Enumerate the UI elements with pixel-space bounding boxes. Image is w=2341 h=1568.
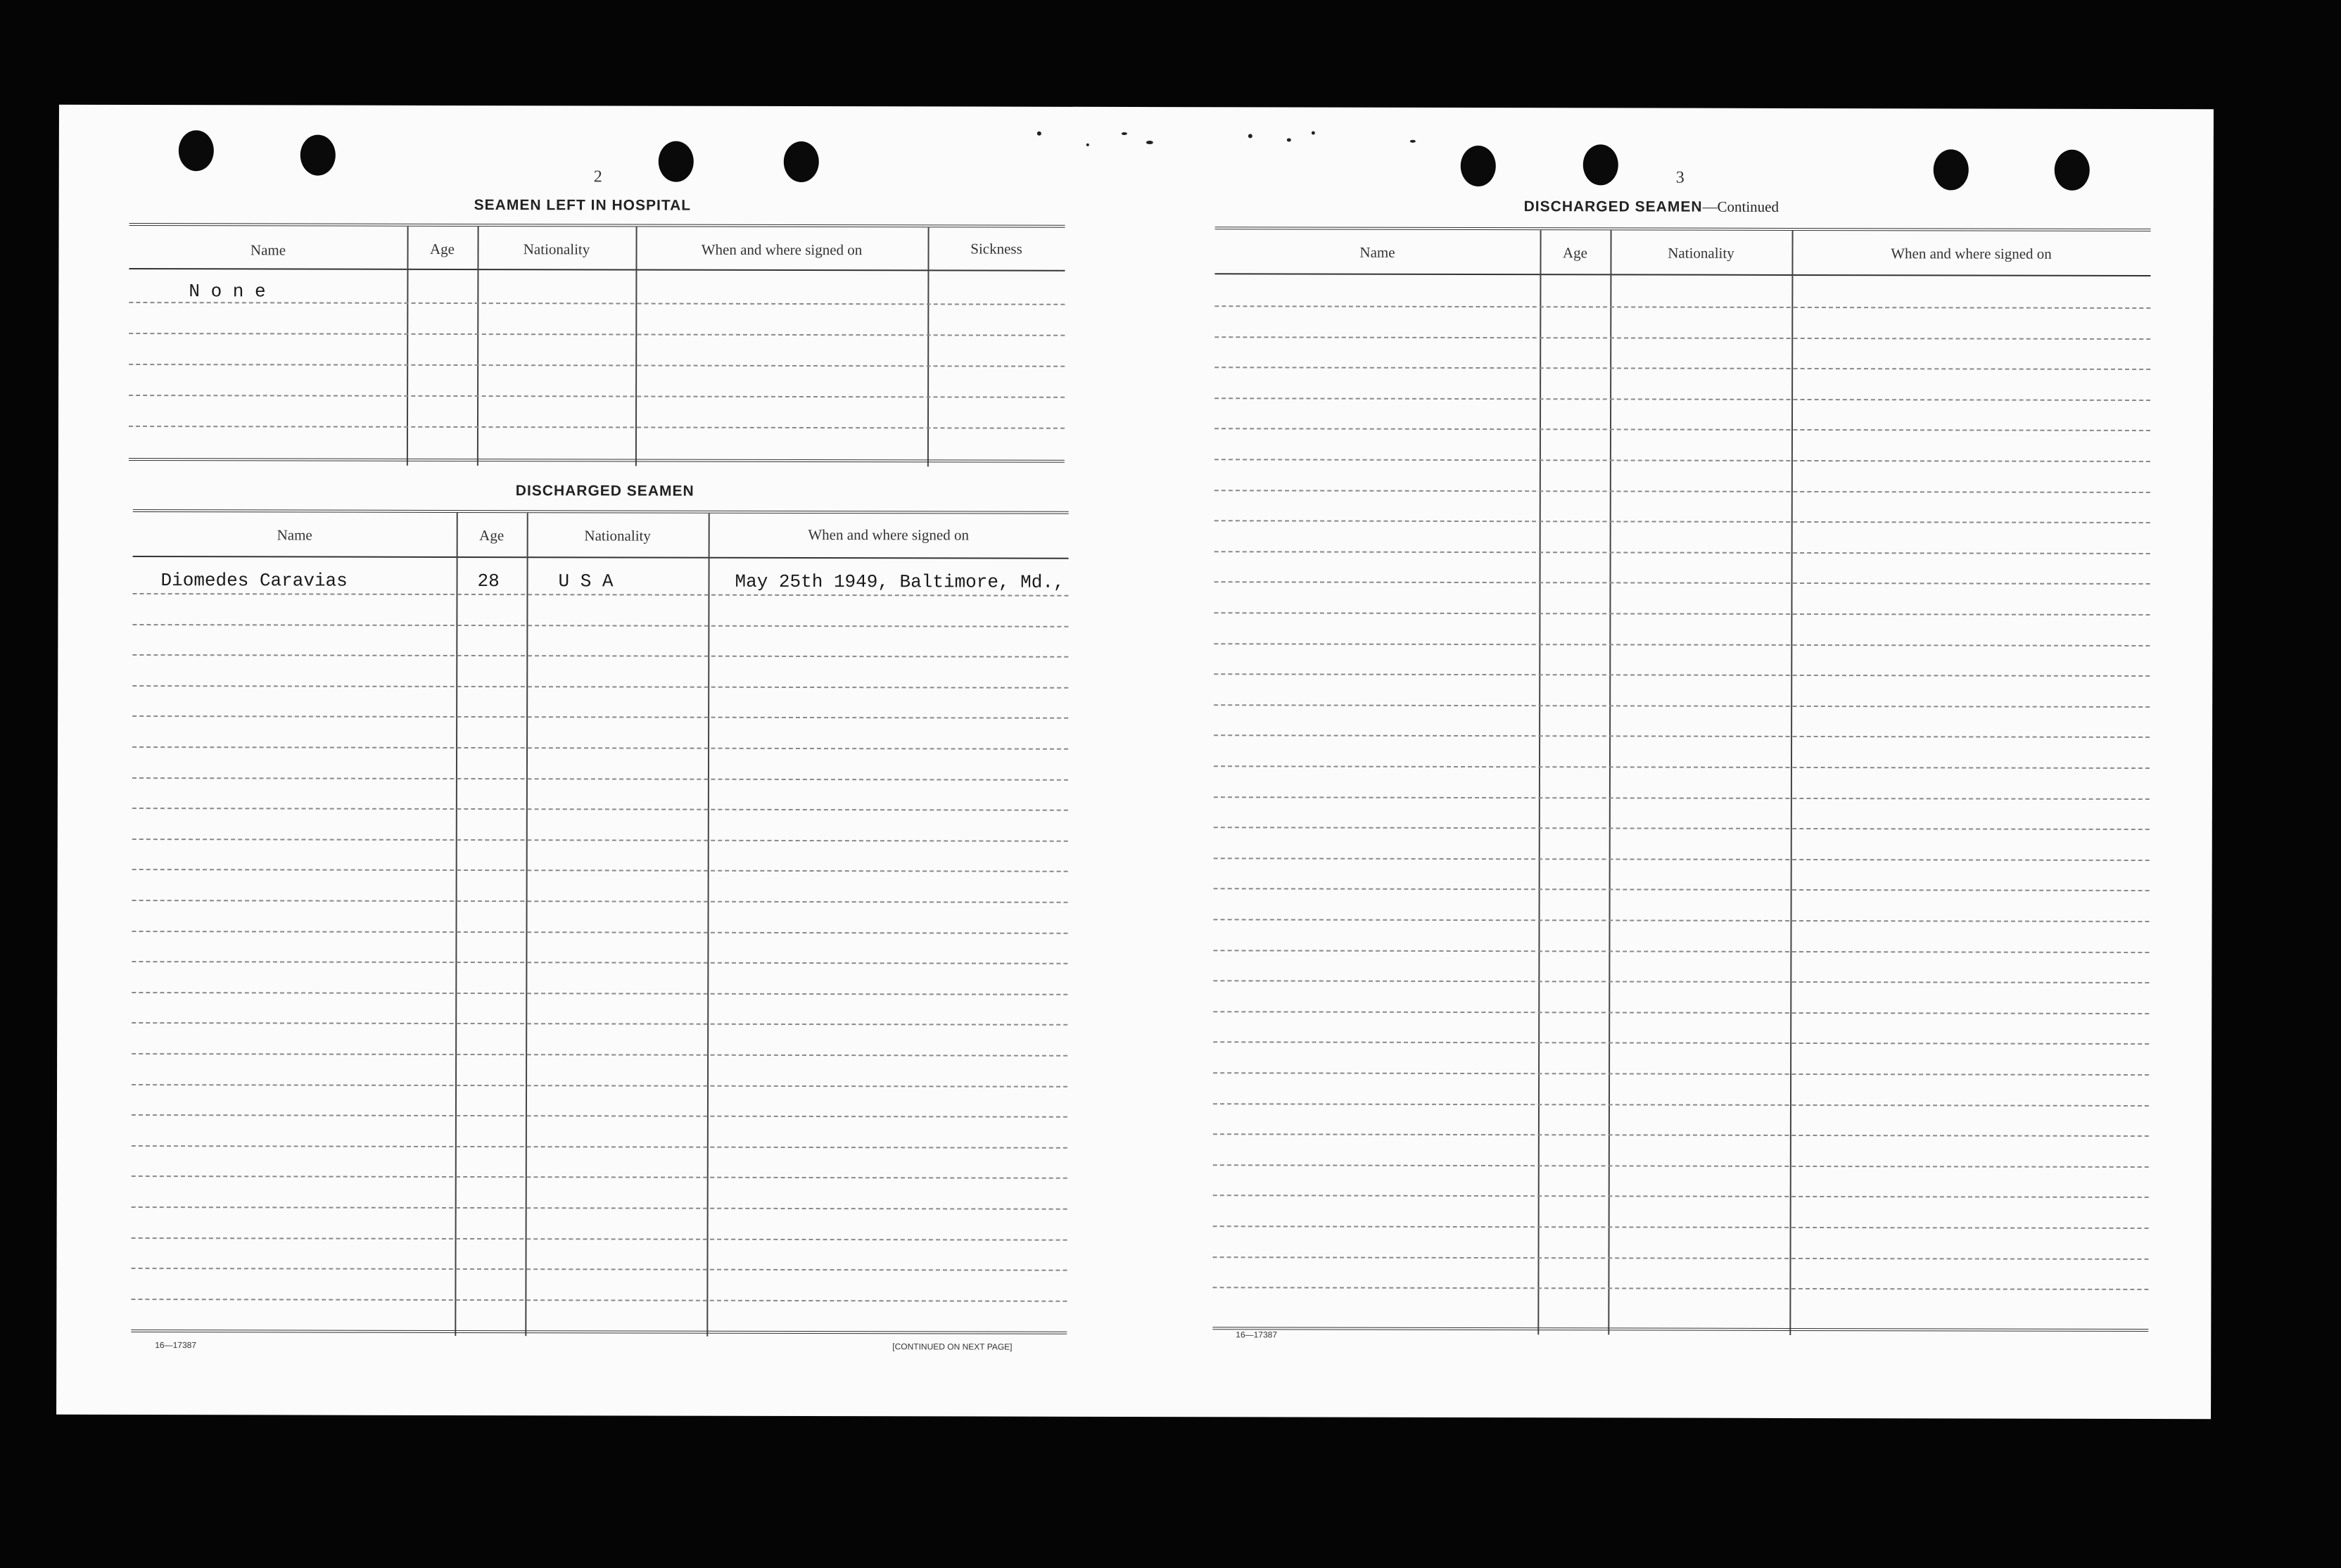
row-line bbox=[131, 1268, 1067, 1271]
row-line bbox=[132, 931, 1067, 934]
row-line bbox=[132, 1206, 1067, 1210]
row-line bbox=[1214, 428, 2150, 432]
document-sheet bbox=[56, 105, 2214, 1419]
column-divider bbox=[635, 227, 637, 466]
row-line bbox=[1212, 1287, 2148, 1290]
scan-speck bbox=[1287, 138, 1291, 141]
seaman-nationality: U S A bbox=[558, 571, 614, 592]
row-line bbox=[132, 1237, 1067, 1241]
row-line bbox=[132, 746, 1068, 750]
row-line bbox=[1214, 888, 2150, 892]
row-line bbox=[1213, 1072, 2149, 1076]
column-divider bbox=[455, 513, 457, 1336]
punch-hole bbox=[179, 130, 214, 171]
discharged-section-title: DISCHARGED SEAMEN bbox=[515, 483, 694, 499]
hospital-section-title: SEAMEN LEFT IN HOSPITAL bbox=[474, 197, 692, 214]
row-line bbox=[129, 364, 1065, 367]
row-line bbox=[1214, 336, 2150, 340]
punch-hole bbox=[1583, 144, 1618, 185]
row-line bbox=[1213, 1195, 2149, 1199]
column-header: Nationality bbox=[523, 241, 590, 258]
row-line bbox=[1214, 612, 2150, 616]
column-divider bbox=[525, 513, 528, 1336]
column-divider bbox=[477, 227, 479, 466]
column-divider bbox=[407, 227, 409, 466]
row-line bbox=[1214, 858, 2150, 861]
row-line bbox=[1214, 765, 2150, 769]
column-divider bbox=[706, 514, 709, 1337]
row-line bbox=[1213, 1042, 2149, 1045]
column-header: When and where signed on bbox=[1891, 245, 2052, 262]
hospital-table bbox=[129, 223, 1065, 467]
row-line bbox=[1214, 796, 2150, 800]
row-line bbox=[1214, 735, 2150, 739]
page-number-left: 2 bbox=[593, 167, 602, 186]
row-line bbox=[129, 302, 1065, 305]
table-bottom-rule bbox=[131, 1330, 1067, 1334]
column-header: When and where signed on bbox=[808, 526, 969, 544]
row-line bbox=[1213, 1225, 2149, 1229]
row-line bbox=[129, 395, 1065, 398]
continued-note: [CONTINUED ON NEXT PAGE] bbox=[892, 1341, 1013, 1352]
column-header: Name bbox=[277, 526, 312, 544]
column-header: Age bbox=[1562, 244, 1588, 262]
row-line bbox=[132, 593, 1068, 597]
column-header: Nationality bbox=[584, 527, 651, 544]
row-line bbox=[1213, 1133, 2149, 1137]
row-line bbox=[1214, 459, 2150, 462]
row-line bbox=[1214, 827, 2150, 830]
column-divider bbox=[1537, 230, 1541, 1334]
seaman-signed-on: May 25th 1949, Baltimore, Md., bbox=[735, 571, 1065, 593]
row-line bbox=[132, 839, 1068, 842]
discharged-continued-title bbox=[1524, 198, 1779, 216]
discharged-continued-table bbox=[1212, 227, 2150, 1336]
row-line bbox=[132, 715, 1068, 719]
scan-speck bbox=[1122, 132, 1127, 135]
scan-speck bbox=[1086, 144, 1089, 146]
row-line bbox=[1213, 1164, 2149, 1168]
column-header: Age bbox=[429, 240, 455, 257]
table-header bbox=[129, 226, 1065, 272]
row-line bbox=[132, 1053, 1067, 1057]
row-line bbox=[132, 961, 1067, 964]
page-number-right: 3 bbox=[1675, 168, 1685, 187]
column-divider bbox=[1789, 231, 1793, 1335]
row-line bbox=[132, 1084, 1067, 1088]
row-line bbox=[132, 1022, 1067, 1026]
row-line bbox=[1214, 305, 2150, 309]
discharged-table bbox=[131, 509, 1068, 1337]
row-line bbox=[1214, 366, 2150, 370]
punch-hole bbox=[2055, 150, 2090, 191]
row-line bbox=[1213, 1103, 2149, 1107]
table-bottom-rule bbox=[129, 458, 1065, 463]
scan-speck bbox=[1146, 141, 1153, 144]
row-line bbox=[131, 1299, 1067, 1302]
title-continued: —Continued bbox=[1702, 198, 1779, 215]
column-header: Age bbox=[479, 527, 505, 544]
punch-hole bbox=[784, 141, 819, 182]
scan-speck bbox=[1037, 132, 1041, 136]
row-line bbox=[132, 777, 1068, 781]
row-line bbox=[1213, 1011, 2149, 1014]
column-header: Name bbox=[250, 241, 286, 259]
punch-hole bbox=[1934, 149, 1969, 190]
punch-hole bbox=[1461, 146, 1496, 186]
row-line bbox=[132, 1145, 1067, 1149]
row-line bbox=[129, 426, 1065, 429]
row-line bbox=[1213, 950, 2149, 953]
row-line bbox=[1214, 704, 2150, 708]
row-line bbox=[1213, 980, 2149, 983]
row-line bbox=[132, 1114, 1067, 1118]
row-line bbox=[1214, 490, 2150, 493]
row-line bbox=[132, 1175, 1067, 1179]
column-header: Name bbox=[1359, 243, 1395, 261]
row-line bbox=[129, 333, 1065, 336]
row-line bbox=[1214, 643, 2150, 646]
row-line bbox=[132, 869, 1068, 872]
scan-speck bbox=[1410, 140, 1416, 143]
punch-hole bbox=[300, 135, 336, 176]
scan-speck bbox=[1248, 134, 1252, 138]
row-line bbox=[132, 654, 1068, 658]
title-main: DISCHARGED SEAMEN bbox=[1523, 198, 1703, 215]
seaman-age: 28 bbox=[477, 571, 500, 592]
seaman-name: Diomedes Caravias bbox=[160, 570, 348, 592]
row-line bbox=[1214, 919, 2150, 922]
row-line bbox=[1214, 673, 2150, 677]
column-divider bbox=[1608, 230, 1611, 1334]
form-number-right: 16—17387 bbox=[1236, 1330, 1278, 1340]
punch-hole bbox=[659, 141, 694, 182]
scan-speck bbox=[1312, 132, 1315, 135]
row-line bbox=[132, 624, 1068, 627]
column-header: When and where signed on bbox=[701, 241, 863, 259]
column-header: Sickness bbox=[970, 240, 1022, 257]
row-line bbox=[132, 685, 1068, 689]
table-header bbox=[1214, 229, 2150, 276]
row-line bbox=[1214, 520, 2150, 523]
table-header bbox=[133, 512, 1069, 559]
row-line bbox=[1214, 397, 2150, 401]
column-header: Nationality bbox=[1668, 244, 1734, 262]
row-line bbox=[132, 992, 1067, 995]
row-line bbox=[1213, 1256, 2149, 1260]
hospital-entry-none: N o n e bbox=[189, 281, 266, 302]
row-line bbox=[1214, 551, 2150, 554]
row-line bbox=[132, 900, 1068, 903]
form-number-left: 16—17387 bbox=[155, 1340, 196, 1351]
column-divider bbox=[927, 227, 930, 466]
row-line bbox=[1214, 582, 2150, 585]
table-bottom-rule bbox=[1212, 1327, 2148, 1332]
row-line bbox=[132, 808, 1068, 811]
